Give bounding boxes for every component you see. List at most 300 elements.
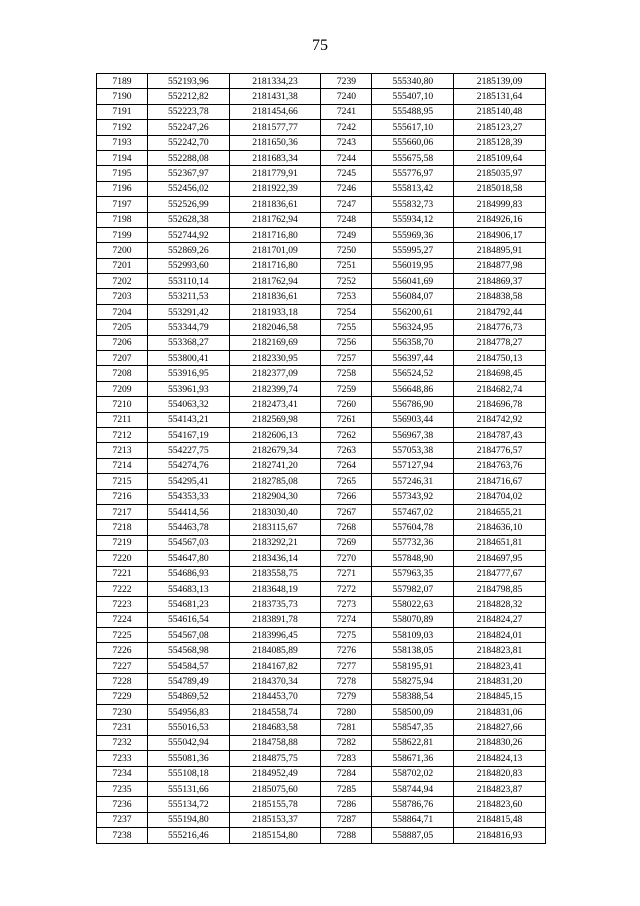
point-number-right: 7277: [321, 658, 372, 673]
x-coordinate-left: 554616,54: [148, 612, 230, 627]
x-coordinate-left: 555194,80: [148, 812, 230, 827]
y-coordinate-right: 2184655,21: [454, 504, 546, 519]
point-number-right: 7259: [321, 381, 372, 396]
x-coordinate-left: 552456,02: [148, 181, 230, 196]
y-coordinate-left: 2181779,91: [229, 166, 321, 181]
y-coordinate-right: 2184926,16: [454, 212, 546, 227]
y-coordinate-left: 2185153,37: [229, 812, 321, 827]
x-coordinate-left: 554167,19: [148, 427, 230, 442]
x-coordinate-right: 556324,95: [372, 320, 454, 335]
y-coordinate-right: 2184845,15: [454, 689, 546, 704]
x-coordinate-left: 552223,78: [148, 104, 230, 119]
y-coordinate-left: 2181577,77: [229, 120, 321, 135]
y-coordinate-left: 2182046,58: [229, 320, 321, 335]
x-coordinate-left: 554063,32: [148, 397, 230, 412]
y-coordinate-left: 2183030,40: [229, 504, 321, 519]
x-coordinate-left: 552212,82: [148, 89, 230, 104]
point-number-left: 7228: [97, 674, 148, 689]
coordinates-table-body: [97, 74, 546, 844]
point-number-right: 7269: [321, 535, 372, 550]
point-number-right: 7272: [321, 581, 372, 596]
table-row: [97, 150, 546, 165]
point-number-left: 7226: [97, 643, 148, 658]
point-number-left: 7236: [97, 797, 148, 812]
point-number-right: 7274: [321, 612, 372, 627]
y-coordinate-left: 2184167,82: [229, 658, 321, 673]
x-coordinate-left: 554584,57: [148, 658, 230, 673]
table-row: [97, 166, 546, 181]
x-coordinate-right: 557848,90: [372, 551, 454, 566]
x-coordinate-right: 555617,10: [372, 120, 454, 135]
x-coordinate-left: 554681,23: [148, 597, 230, 612]
y-coordinate-right: 2184704,02: [454, 489, 546, 504]
x-coordinate-left: 554683,13: [148, 581, 230, 596]
x-coordinate-right: 558500,09: [372, 705, 454, 720]
table-row: [97, 181, 546, 196]
point-number-left: 7189: [97, 74, 148, 89]
point-number-left: 7206: [97, 335, 148, 350]
y-coordinate-right: 2185139,09: [454, 74, 546, 89]
y-coordinate-right: 2184777,67: [454, 566, 546, 581]
x-coordinate-left: 552993,60: [148, 258, 230, 273]
x-coordinate-left: 553344,79: [148, 320, 230, 335]
table-row: [97, 443, 546, 458]
point-number-right: 7255: [321, 320, 372, 335]
y-coordinate-left: 2183648,19: [229, 581, 321, 596]
table-row: [97, 751, 546, 766]
x-coordinate-right: 558022,63: [372, 597, 454, 612]
point-number-right: 7250: [321, 243, 372, 258]
y-coordinate-left: 2183292,21: [229, 535, 321, 550]
point-number-right: 7258: [321, 366, 372, 381]
y-coordinate-right: 2184776,73: [454, 320, 546, 335]
point-number-left: 7198: [97, 212, 148, 227]
y-coordinate-left: 2182569,98: [229, 412, 321, 427]
y-coordinate-left: 2181716,80: [229, 227, 321, 242]
x-coordinate-left: 553291,42: [148, 304, 230, 319]
x-coordinate-right: 557963,35: [372, 566, 454, 581]
point-number-right: 7273: [321, 597, 372, 612]
y-coordinate-left: 2181701,09: [229, 243, 321, 258]
point-number-left: 7207: [97, 351, 148, 366]
x-coordinate-left: 553211,53: [148, 289, 230, 304]
x-coordinate-right: 556041,69: [372, 274, 454, 289]
x-coordinate-right: 556786,90: [372, 397, 454, 412]
x-coordinate-left: 554567,03: [148, 535, 230, 550]
x-coordinate-right: 558109,03: [372, 628, 454, 643]
x-coordinate-left: 555016,53: [148, 720, 230, 735]
y-coordinate-right: 2184823,60: [454, 797, 546, 812]
table-row: [97, 597, 546, 612]
y-coordinate-right: 2184682,74: [454, 381, 546, 396]
table-row: [97, 335, 546, 350]
y-coordinate-right: 2184824,27: [454, 612, 546, 627]
point-number-right: 7256: [321, 335, 372, 350]
y-coordinate-right: 2184697,95: [454, 551, 546, 566]
y-coordinate-right: 2184999,83: [454, 197, 546, 212]
y-coordinate-left: 2181836,61: [229, 289, 321, 304]
point-number-left: 7238: [97, 828, 148, 843]
point-number-left: 7193: [97, 135, 148, 150]
y-coordinate-right: 2184698,45: [454, 366, 546, 381]
x-coordinate-left: 554143,21: [148, 412, 230, 427]
x-coordinate-right: 557343,92: [372, 489, 454, 504]
y-coordinate-left: 2182377,09: [229, 366, 321, 381]
point-number-right: 7243: [321, 135, 372, 150]
point-number-right: 7270: [321, 551, 372, 566]
point-number-left: 7191: [97, 104, 148, 119]
table-row: [97, 674, 546, 689]
x-coordinate-right: 557053,38: [372, 443, 454, 458]
point-number-left: 7214: [97, 458, 148, 473]
y-coordinate-left: 2181650,36: [229, 135, 321, 150]
x-coordinate-right: 558275,94: [372, 674, 454, 689]
point-number-left: 7190: [97, 89, 148, 104]
y-coordinate-left: 2181716,80: [229, 258, 321, 273]
point-number-right: 7239: [321, 74, 372, 89]
x-coordinate-left: 555081,36: [148, 751, 230, 766]
x-coordinate-right: 558671,36: [372, 751, 454, 766]
point-number-left: 7218: [97, 520, 148, 535]
point-number-right: 7252: [321, 274, 372, 289]
y-coordinate-left: 2185154,80: [229, 828, 321, 843]
point-number-left: 7210: [97, 397, 148, 412]
x-coordinate-right: 556903,44: [372, 412, 454, 427]
point-number-right: 7246: [321, 181, 372, 196]
y-coordinate-right: 2184820,83: [454, 766, 546, 781]
y-coordinate-right: 2184776,57: [454, 443, 546, 458]
x-coordinate-left: 554295,41: [148, 474, 230, 489]
point-number-left: 7196: [97, 181, 148, 196]
table-row: [97, 474, 546, 489]
x-coordinate-left: 554567,08: [148, 628, 230, 643]
point-number-left: 7222: [97, 581, 148, 596]
table-row: [97, 812, 546, 827]
point-number-left: 7234: [97, 766, 148, 781]
x-coordinate-right: 556648,86: [372, 381, 454, 396]
point-number-left: 7232: [97, 735, 148, 750]
x-coordinate-left: 552288,08: [148, 150, 230, 165]
point-number-left: 7215: [97, 474, 148, 489]
y-coordinate-left: 2183436,14: [229, 551, 321, 566]
point-number-left: 7227: [97, 658, 148, 673]
y-coordinate-left: 2182399,74: [229, 381, 321, 396]
y-coordinate-left: 2182785,08: [229, 474, 321, 489]
point-number-right: 7280: [321, 705, 372, 720]
x-coordinate-right: 556200,61: [372, 304, 454, 319]
y-coordinate-right: 2184716,67: [454, 474, 546, 489]
table-row: [97, 74, 546, 89]
point-number-right: 7261: [321, 412, 372, 427]
table-row: [97, 412, 546, 427]
x-coordinate-left: 554274,76: [148, 458, 230, 473]
x-coordinate-left: 552247,26: [148, 120, 230, 135]
x-coordinate-right: 557246,31: [372, 474, 454, 489]
x-coordinate-left: 555216,46: [148, 828, 230, 843]
y-coordinate-left: 2181683,34: [229, 150, 321, 165]
x-coordinate-right: 555969,36: [372, 227, 454, 242]
y-coordinate-left: 2181454,66: [229, 104, 321, 119]
x-coordinate-right: 555832,73: [372, 197, 454, 212]
x-coordinate-left: 552744,92: [148, 227, 230, 242]
point-number-right: 7265: [321, 474, 372, 489]
table-row: [97, 197, 546, 212]
table-row: [97, 797, 546, 812]
x-coordinate-left: 554568,98: [148, 643, 230, 658]
y-coordinate-left: 2184453,70: [229, 689, 321, 704]
x-coordinate-left: 554414,56: [148, 504, 230, 519]
point-number-right: 7288: [321, 828, 372, 843]
y-coordinate-right: 2184792,44: [454, 304, 546, 319]
table-row: [97, 612, 546, 627]
y-coordinate-right: 2184636,10: [454, 520, 546, 535]
point-number-left: 7220: [97, 551, 148, 566]
point-number-left: 7203: [97, 289, 148, 304]
point-number-left: 7195: [97, 166, 148, 181]
x-coordinate-left: 555042,94: [148, 735, 230, 750]
x-coordinate-right: 556084,07: [372, 289, 454, 304]
point-number-right: 7278: [321, 674, 372, 689]
x-coordinate-right: 558887,05: [372, 828, 454, 843]
table-row: [97, 581, 546, 596]
x-coordinate-left: 552526,99: [148, 197, 230, 212]
table-row: [97, 689, 546, 704]
point-number-right: 7285: [321, 781, 372, 796]
y-coordinate-left: 2184558,74: [229, 705, 321, 720]
point-number-left: 7204: [97, 304, 148, 319]
point-number-right: 7257: [321, 351, 372, 366]
y-coordinate-left: 2182169,69: [229, 335, 321, 350]
y-coordinate-left: 2184952,49: [229, 766, 321, 781]
table-row: [97, 720, 546, 735]
y-coordinate-right: 2184787,43: [454, 427, 546, 442]
point-number-right: 7267: [321, 504, 372, 519]
y-coordinate-left: 2182330,95: [229, 351, 321, 366]
y-coordinate-left: 2183558,75: [229, 566, 321, 581]
x-coordinate-right: 558388,54: [372, 689, 454, 704]
x-coordinate-right: 558744,94: [372, 781, 454, 796]
y-coordinate-left: 2181334,23: [229, 74, 321, 89]
point-number-left: 7205: [97, 320, 148, 335]
x-coordinate-right: 556524,52: [372, 366, 454, 381]
y-coordinate-right: 2184742,92: [454, 412, 546, 427]
y-coordinate-left: 2181922,39: [229, 181, 321, 196]
point-number-right: 7281: [321, 720, 372, 735]
y-coordinate-right: 2184831,20: [454, 674, 546, 689]
x-coordinate-left: 555134,72: [148, 797, 230, 812]
point-number-right: 7249: [321, 227, 372, 242]
y-coordinate-left: 2181762,94: [229, 274, 321, 289]
point-number-left: 7231: [97, 720, 148, 735]
x-coordinate-right: 555340,80: [372, 74, 454, 89]
point-number-right: 7284: [321, 766, 372, 781]
y-coordinate-right: 2184823,41: [454, 658, 546, 673]
table-row: [97, 381, 546, 396]
x-coordinate-right: 555407,10: [372, 89, 454, 104]
x-coordinate-left: 554647,80: [148, 551, 230, 566]
point-number-right: 7271: [321, 566, 372, 581]
y-coordinate-left: 2185075,60: [229, 781, 321, 796]
y-coordinate-right: 2184824,01: [454, 628, 546, 643]
y-coordinate-right: 2184895,91: [454, 243, 546, 258]
x-coordinate-right: 557127,94: [372, 458, 454, 473]
y-coordinate-right: 2184906,17: [454, 227, 546, 242]
y-coordinate-left: 2183735,73: [229, 597, 321, 612]
table-row: [97, 458, 546, 473]
y-coordinate-right: 2184815,48: [454, 812, 546, 827]
table-row: [97, 89, 546, 104]
x-coordinate-right: 555813,42: [372, 181, 454, 196]
x-coordinate-right: 556967,38: [372, 427, 454, 442]
y-coordinate-left: 2181762,94: [229, 212, 321, 227]
y-coordinate-right: 2184823,81: [454, 643, 546, 658]
y-coordinate-left: 2183115,67: [229, 520, 321, 535]
point-number-left: 7212: [97, 427, 148, 442]
point-number-left: 7221: [97, 566, 148, 581]
point-number-right: 7275: [321, 628, 372, 643]
x-coordinate-left: 552367,97: [148, 166, 230, 181]
x-coordinate-right: 556358,70: [372, 335, 454, 350]
coordinates-table: [96, 73, 546, 844]
y-coordinate-right: 2185035,97: [454, 166, 546, 181]
y-coordinate-left: 2184875,75: [229, 751, 321, 766]
point-number-left: 7192: [97, 120, 148, 135]
point-number-left: 7217: [97, 504, 148, 519]
y-coordinate-left: 2182679,34: [229, 443, 321, 458]
y-coordinate-right: 2184798,85: [454, 581, 546, 596]
x-coordinate-left: 552869,26: [148, 243, 230, 258]
point-number-left: 7211: [97, 412, 148, 427]
x-coordinate-right: 558547,35: [372, 720, 454, 735]
table-row: [97, 289, 546, 304]
y-coordinate-left: 2181836,61: [229, 197, 321, 212]
y-coordinate-left: 2181933,18: [229, 304, 321, 319]
x-coordinate-left: 554353,33: [148, 489, 230, 504]
x-coordinate-left: 554463,78: [148, 520, 230, 535]
point-number-right: 7242: [321, 120, 372, 135]
table-row: [97, 258, 546, 273]
point-number-right: 7244: [321, 150, 372, 165]
point-number-left: 7197: [97, 197, 148, 212]
point-number-right: 7240: [321, 89, 372, 104]
x-coordinate-right: 555995,27: [372, 243, 454, 258]
x-coordinate-right: 555675,58: [372, 150, 454, 165]
x-coordinate-right: 555660,06: [372, 135, 454, 150]
table-row: [97, 135, 546, 150]
point-number-right: 7287: [321, 812, 372, 827]
table-row: [97, 366, 546, 381]
y-coordinate-left: 2183891,78: [229, 612, 321, 627]
table-row: [97, 504, 546, 519]
y-coordinate-left: 2182741,20: [229, 458, 321, 473]
y-coordinate-right: 2184823,87: [454, 781, 546, 796]
y-coordinate-left: 2184085,89: [229, 643, 321, 658]
x-coordinate-right: 556397,44: [372, 351, 454, 366]
point-number-left: 7199: [97, 227, 148, 242]
point-number-left: 7208: [97, 366, 148, 381]
y-coordinate-right: 2184651,81: [454, 535, 546, 550]
point-number-right: 7253: [321, 289, 372, 304]
point-number-right: 7263: [321, 443, 372, 458]
table-row: [97, 551, 546, 566]
y-coordinate-right: 2184831,06: [454, 705, 546, 720]
table-row: [97, 566, 546, 581]
x-coordinate-left: 553110,14: [148, 274, 230, 289]
x-coordinate-left: 554789,49: [148, 674, 230, 689]
y-coordinate-right: 2184778,27: [454, 335, 546, 350]
table-row: [97, 351, 546, 366]
table-row: [97, 735, 546, 750]
x-coordinate-left: 554956,83: [148, 705, 230, 720]
y-coordinate-right: 2185109,64: [454, 150, 546, 165]
point-number-left: 7230: [97, 705, 148, 720]
table-row: [97, 120, 546, 135]
x-coordinate-right: 555488,95: [372, 104, 454, 119]
point-number-right: 7264: [321, 458, 372, 473]
x-coordinate-left: 553961,93: [148, 381, 230, 396]
y-coordinate-right: 2185131,64: [454, 89, 546, 104]
y-coordinate-right: 2184828,32: [454, 597, 546, 612]
table-row: [97, 304, 546, 319]
point-number-left: 7200: [97, 243, 148, 258]
table-row: [97, 643, 546, 658]
point-number-left: 7237: [97, 812, 148, 827]
point-number-left: 7194: [97, 150, 148, 165]
table-row: [97, 705, 546, 720]
x-coordinate-right: 558622,81: [372, 735, 454, 750]
x-coordinate-left: 554227,75: [148, 443, 230, 458]
x-coordinate-right: 558702,02: [372, 766, 454, 781]
point-number-left: 7223: [97, 597, 148, 612]
x-coordinate-right: 557732,36: [372, 535, 454, 550]
x-coordinate-left: 554869,52: [148, 689, 230, 704]
table-row: [97, 766, 546, 781]
x-coordinate-right: 557982,07: [372, 581, 454, 596]
x-coordinate-right: 558195,91: [372, 658, 454, 673]
x-coordinate-right: 555776,97: [372, 166, 454, 181]
x-coordinate-left: 553800,41: [148, 351, 230, 366]
x-coordinate-right: 555934,12: [372, 212, 454, 227]
point-number-right: 7268: [321, 520, 372, 535]
table-row: [97, 535, 546, 550]
y-coordinate-right: 2184838,58: [454, 289, 546, 304]
point-number-right: 7251: [321, 258, 372, 273]
table-row: [97, 520, 546, 535]
point-number-right: 7276: [321, 643, 372, 658]
x-coordinate-right: 558864,71: [372, 812, 454, 827]
x-coordinate-left: 555131,66: [148, 781, 230, 796]
page-number: 75: [312, 37, 328, 54]
y-coordinate-right: 2184816,93: [454, 828, 546, 843]
point-number-left: 7229: [97, 689, 148, 704]
point-number-right: 7279: [321, 689, 372, 704]
y-coordinate-right: 2184830,26: [454, 735, 546, 750]
table-row: [97, 274, 546, 289]
table-row: [97, 104, 546, 119]
table-row: [97, 658, 546, 673]
x-coordinate-left: 555108,18: [148, 766, 230, 781]
y-coordinate-left: 2183996,45: [229, 628, 321, 643]
table-row: [97, 397, 546, 412]
table-row: [97, 781, 546, 796]
y-coordinate-left: 2182606,13: [229, 427, 321, 442]
point-number-right: 7262: [321, 427, 372, 442]
point-number-right: 7241: [321, 104, 372, 119]
x-coordinate-right: 558786,76: [372, 797, 454, 812]
y-coordinate-left: 2184758,88: [229, 735, 321, 750]
point-number-left: 7233: [97, 751, 148, 766]
table-row: [97, 489, 546, 504]
